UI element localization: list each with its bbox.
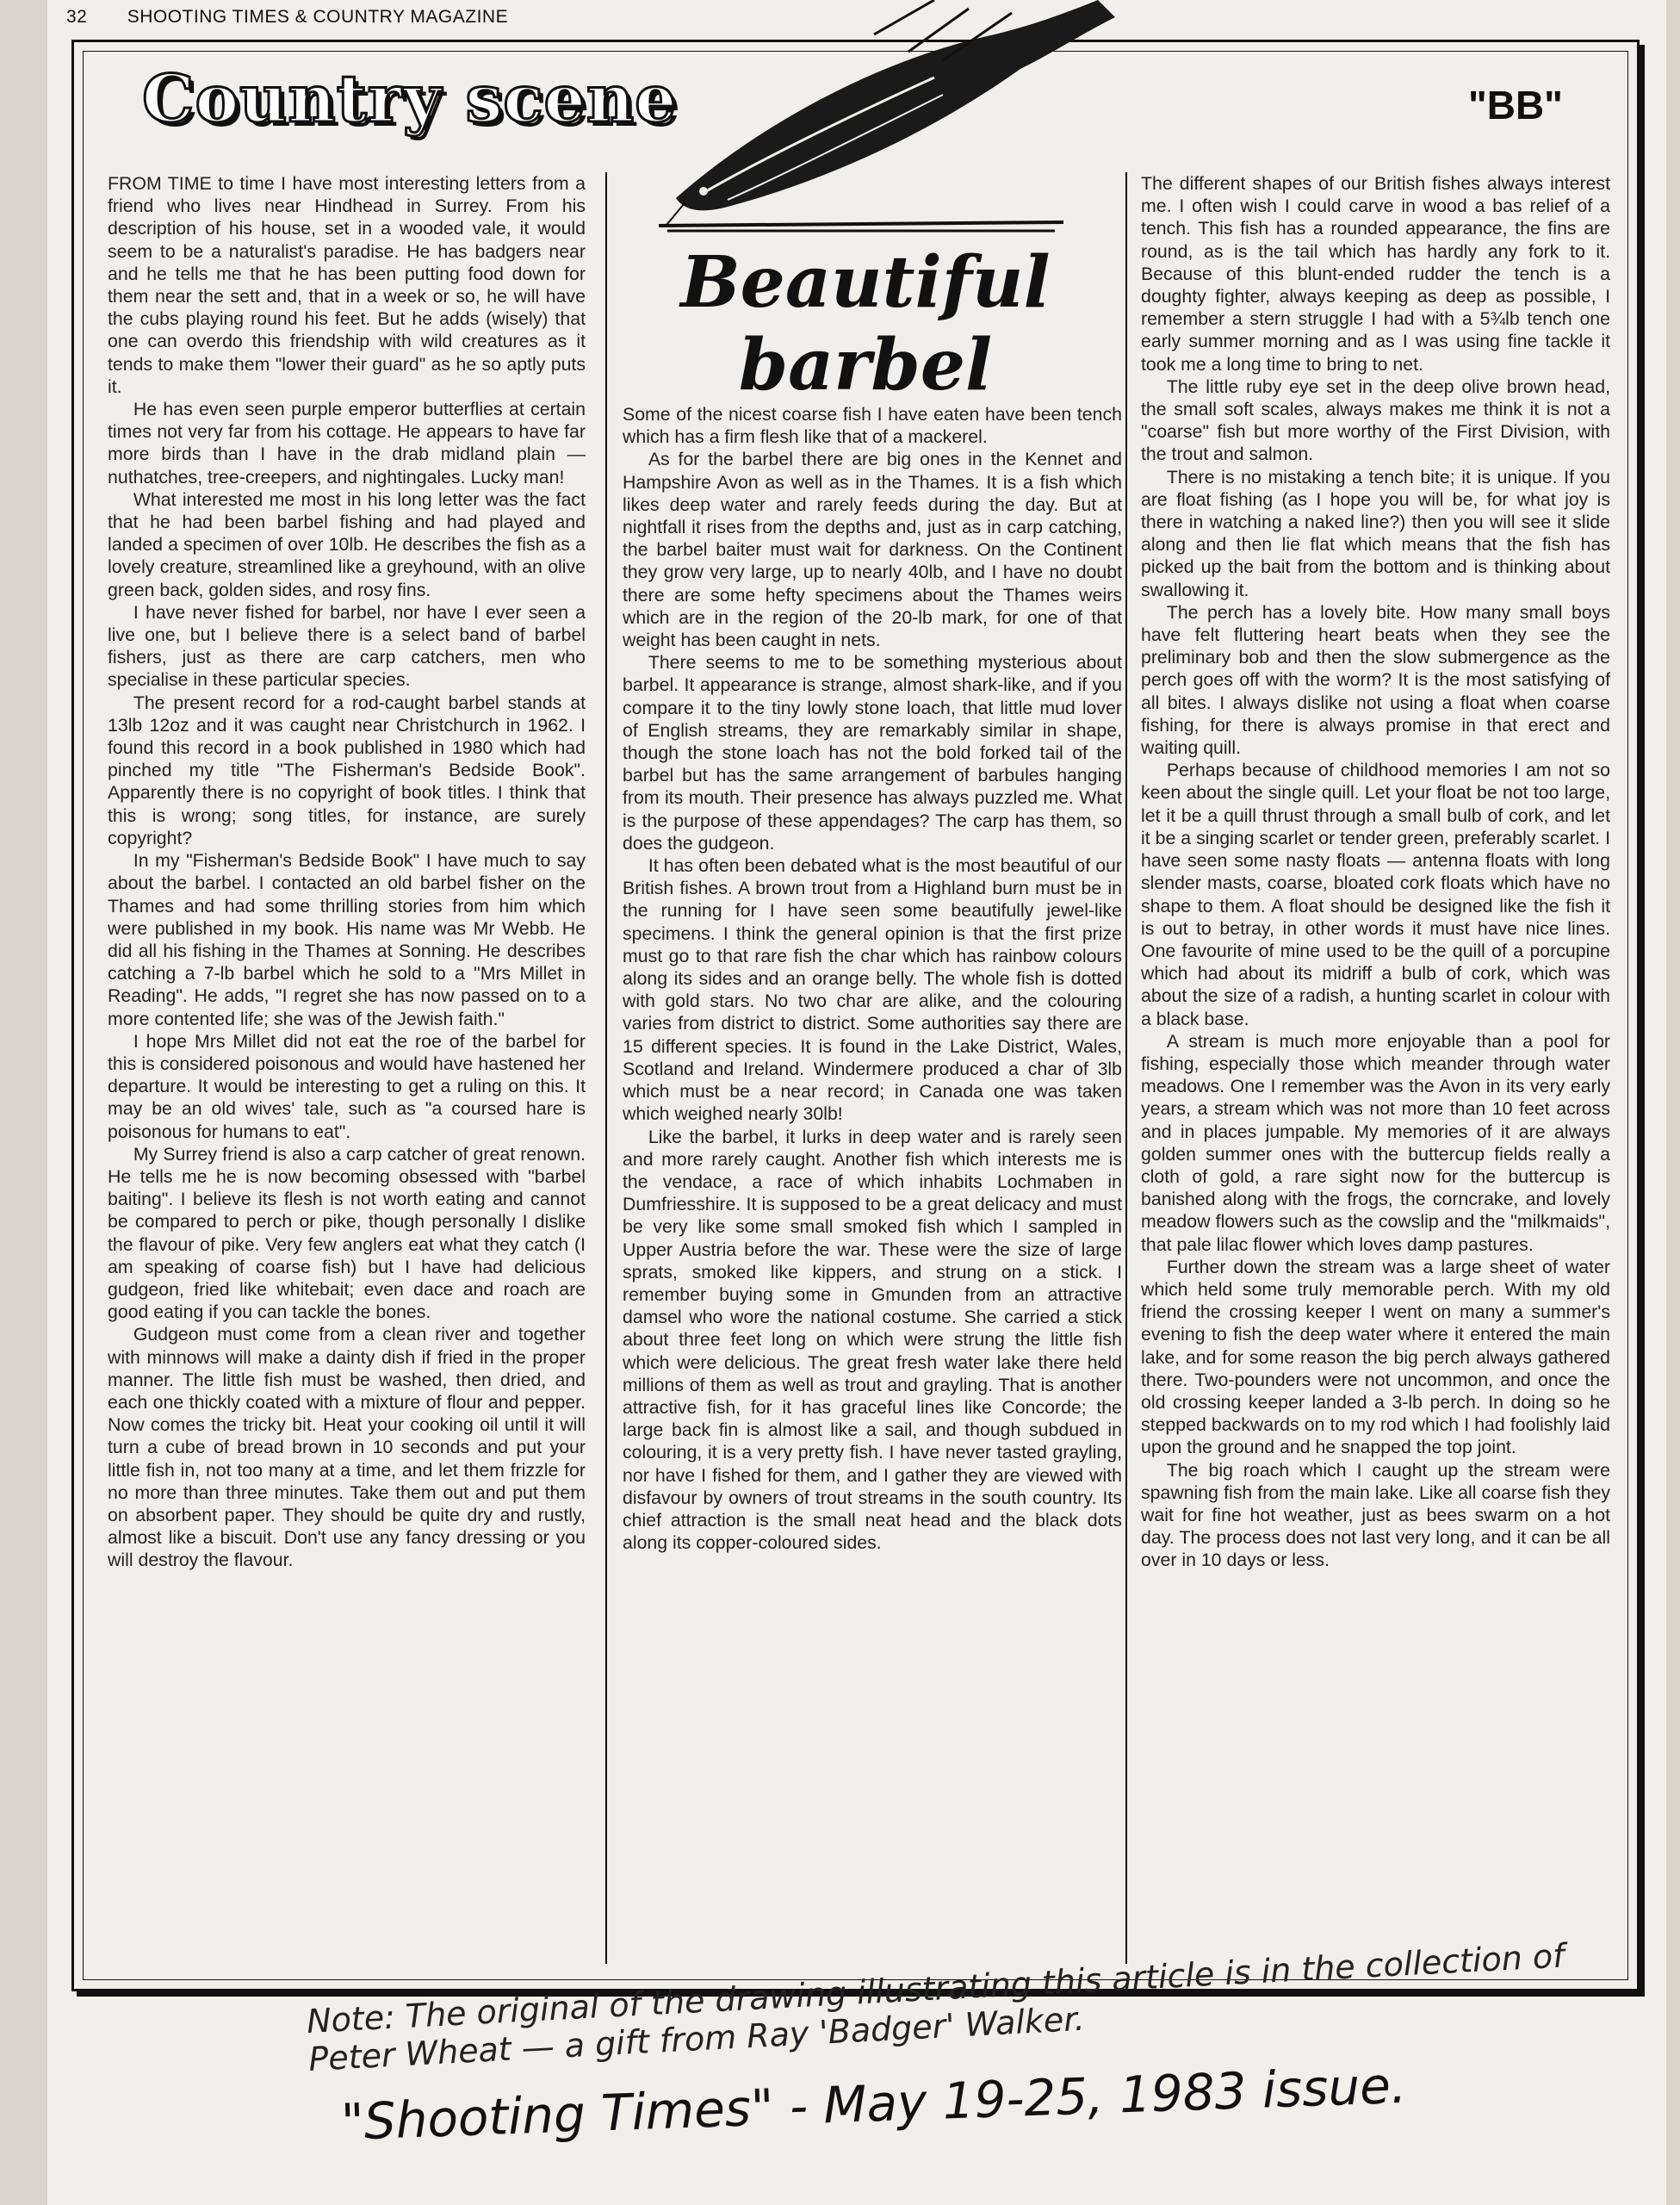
paragraph: The different shapes of our British fishes always interest me. I often wish I could carve in wood a bas relief of a tench. This fish has a rounded appearance, the fins are round, as is the tail which has hardly any fork to it. Because of this blunt-ended rudder the tench is a doughty fighter, always keeping as deep as possible, I remember a stern struggle I had with a 5¾lb tench one early summer morning and as I was using fine tackle it took me a long time to bring to net. xyxy=(1141,173,1610,375)
paragraph: There seems to me to be something mysterious about barbel. It appearance is strange, almost shark-like, and if you compare it to the tiny lowly stone loach, that little mud lover of English streams, they are remarkably similar in shape, though the stone loach has not the bold forked tail of the barbel but has the same arrangement of barbules hanging from its mouth. Their presence has always puzzled me. What is the purpose of these appendages? The carp has them, so does the gudgeon. xyxy=(623,652,1122,854)
article-column-1 xyxy=(108,172,586,1572)
column-brand: Country scene xyxy=(142,60,678,137)
paragraph: I hope Mrs Millet did not eat the roe of the barbel for this is considered poisonous and would have hastened her departure. It would be interesting to get a ruling on this. It may be an old wives' tale, such as "a coursed hare is poisonous for humans to eat". xyxy=(108,1030,586,1142)
paragraph: He has even seen purple emperor butterflies at certain times not very far from his cottage. He appears to have far more birds than I have in the drab midland plain — nuthatches, tree-creepers, and nightingales. Lucky man! xyxy=(108,399,586,488)
paragraph: What interested me most in his long letter was the fact that he had been barbel fishing and had played and landed a specimen of over 10lb. He describes the fish as a lovely creature, streamlined like a greyhound, with an olive green back, golden sides, and rosy fins. xyxy=(108,488,586,600)
page-number: 32 xyxy=(66,7,88,27)
paragraph: It has often been debated what is the most beautiful of our British fishes. A brown trout from a Highland burn must be in the running for I have seen some beautifully jewel-like specimens. I think the general opinion is that the first prize must go to that rare fish the char which has rainbow colours along its sides and an orange belly. The whole fish is dotted with gold stars. No two char are alike, and the colouring varies from district to district. Some authorities say there are 15 different species. It is found in the Lake District, Wales, Scotland and Ireland. Windermere produced a char of 3lb which must be a near record; in Canada one was taken which weighed nearly 30lb! xyxy=(623,855,1122,1125)
paragraph: The present record for a rod-caught barbel stands at 13lb 12oz and it was caught near Christchurch in 1962. I found this record in a book published in 1980 which had pinched my title "The Fisherman's Bedside Book". Apparently there is no copyright of book titles. I think that this is wrong; song titles, for instance, are surely copyright? xyxy=(108,692,586,848)
paragraph: There is no mistaking a tench bite; it is unique. If you are float fishing (as I hope you will be, for what joy is there in watching a naked line?) then you will see it slide along and then lie flat which means that the fish has picked up the bait from the bottom and is thinking about swallowing it. xyxy=(1141,466,1610,600)
paragraph: Gudgeon must come from a clean river and together with minnows will make a dainty dish if fried in the proper manner. The little fish must be washed, then dried, and each one thickly coated with a mixture of flour and pepper. Now comes the tricky bit. Heat your cooking oil until it will turn a cube of bread brown in 10 seconds and put your little fish in, not too many at a time, and let them frizzle for no more than three minutes. Take them out and put them on absorbent paper. They should be quite dry and rustly, almost like a biscuit. Don't use any fancy dressing or you will destroy the flavour. xyxy=(108,1324,586,1571)
article-title: Beautiful barbel xyxy=(680,241,1051,407)
paragraph: I have never fished for barbel, nor have I ever seen a live one, but I believe there is a select band of barbel fishers, just as there are carp catchers, men who specialise in these particular species. xyxy=(108,601,586,691)
byline: "BB" xyxy=(1467,83,1563,127)
magazine-name: SHOOTING TIMES & COUNTRY MAGAZINE xyxy=(127,7,509,27)
article-column-2 xyxy=(623,403,1122,1554)
barbel-illustration xyxy=(650,0,1132,250)
paragraph: The little ruby eye set in the deep olive brown head, the small soft scales, always makes me think it is not a "coarse" fish but more worthy of the First Division, with the trout and salmon. xyxy=(1141,376,1610,465)
paragraph: In my "Fisherman's Bedside Book" I have much to say about the barbel. I contacted an old barbel fisher on the Thames and had some thrilling stories from him which were published in my book. His name was Mr Webb. He did all his fishing in the Thames at Sonning. He describes catching a 7-lb barbel which he sold to a "Mrs Millet in Reading". He adds, "I regret she has now passed on to a more contented life; she was of the Jewish faith." xyxy=(108,850,586,1029)
paragraph: As for the barbel there are big ones in the Kennet and Hampshire Avon as well as in the Thames. It is a fish which likes deep water and rarely feeds during the day. But at nightfall it rises from the depths and, just as in carp catching, the barbel baiter must wait for darkness. On the Continent they grow very large, up to nearly 40lb, and I have no doubt there are some hefty specimens about the Thames weirs which are in the region of the 20-lb mark, for one of that weight has been caught in nets. xyxy=(623,449,1122,651)
paragraph: My Surrey friend is also a carp catcher of great renown. He tells me he is now becoming obsessed with "barbel baiting". I believe its flesh is not worth eating and cannot be compared to perch or pike, though personally I dislike the flavour of pike. Very few anglers eat what they catch (I am speaking of coarse fish) but I have had delicious gudgeon, fried like whitebait; even dace and roach are good eating if you can tackle the bones. xyxy=(108,1143,586,1323)
column-rule-left xyxy=(605,172,607,1964)
newspaper-clipping xyxy=(47,0,1666,2205)
paragraph: Perhaps because of childhood memories I am not so keen about the single quill. Let your float be not too large, let it be a quill thrust through a small bulb of cork, and let it be a singing scarlet or tender green, preferably scarlet. I have seen some nasty floats — antenna floats with long slender masts, coarse, bloated cork floats which have no shape to them. A float should be designed like the fish it is out to betray, in other words it must have nice lines. One favourite of mine used to be the quill of a porcupine which had about its midriff a bulb of cork, which was about the size of a radish, a hunting scarlet in colour with a black base. xyxy=(1141,760,1610,1029)
paragraph: Like the barbel, it lurks in deep water and is rarely seen and more rarely caught. Another fish which interests me is the vendace, a race of which inhabits Lochmaben in Dumfriesshire. It is supposed to be a great delicacy and must be very like some small smoked fish which I sampled in Upper Austria before the war. These were the size of large sprats, smoked like kippers, and strung on a stick. I remember buying some in Gmunden from an attractive damsel who wore the national costume. She carried a stick about three feet long on which were strung the little fish which were delicious. The great fresh water lake there held millions of them as well as trout and grayling. That is another attractive fish, for it has graceful lines like Concorde; the large back fin is almost like a sail, and though subdued in colouring, it is a very pretty fish. I have never tasted grayling, nor have I fished for them, and I gather they are viewed with disfavour by owners of trout streams in the south country. Its chief attraction is the small neat head and the black dots along its copper-coloured sides. xyxy=(623,1126,1122,1554)
handwritten-issue-date: "Shooting Times" - May 19-25, 1983 issue. xyxy=(340,2055,1408,2152)
article-column-3 xyxy=(1141,172,1610,1572)
column-rule-right xyxy=(1125,172,1127,1964)
paragraph: FROM TIME to time I have most interesting letters from a friend who lives near Hindhead in Surrey. From his description of his house, set in a wooded vale, it would seem to be a naturalist's paradise. He has badgers near and he tells me that he has been putting food down for them near the sett and, that in a week or so, he will have the cubs playing round his feet. But he adds (wisely) that one can overdo this friendship with wild creatures as it tends to make them "lower their guard" as he so aptly puts it. xyxy=(108,173,586,397)
paragraph: A stream is much more enjoyable than a pool for fishing, especially those which meander through water meadows. One I remember was the Avon in its very early years, a stream which was not more than 10 feet across and in places jumpable. My memories of it are always golden summer ones with the buttercup fields really a cloth of gold, a rare sight now for the buttercup is banished along with the frogs, the corncrake, and lovely meadow flowers such as the cowslip and the "milkmaids", that pale lilac flower which loves damp pastures. xyxy=(1141,1030,1610,1255)
paragraph: Further down the stream was a large sheet of water which held some truly memorable perch. With my old friend the crossing keeper I went on many a summer's evening to fish the deep water where it entered the main lake, and for some reason the big perch always gathered there. Two-pounders were not uncommon, and once the old crossing keeper landed a 3-lb perch. In doing so he stepped backwards on to my rod which I had foolishly laid upon the ground and he snapped the top joint. xyxy=(1141,1256,1610,1458)
paragraph: The big roach which I caught up the stream were spawning fish from the main lake. Like all coarse fish they wait for fine hot weather, just as bees swarm on a hot day. The process does not last very long, and it can be all over in 10 days or less. xyxy=(1141,1459,1610,1571)
paragraph: The perch has a lovely bite. How many small boys have felt fluttering heart beats when they see the preliminary bob and then the slow submergence as the perch goes off with the worm? It is the most satisfying of all bites. I always dislike not using a float when coarse fishing, for there is always promise in that erect and waiting quill. xyxy=(1141,601,1610,759)
page-header xyxy=(66,7,508,28)
paragraph: Some of the nicest coarse fish I have eaten have been tench which has a firm flesh like that of a mackerel. xyxy=(623,404,1122,448)
handwritten-note: Note: The original of the drawing illustrating this article is in the collection of Peter Wheat — a gift from Ray 'Badger' Walker. xyxy=(306,1936,1565,2078)
